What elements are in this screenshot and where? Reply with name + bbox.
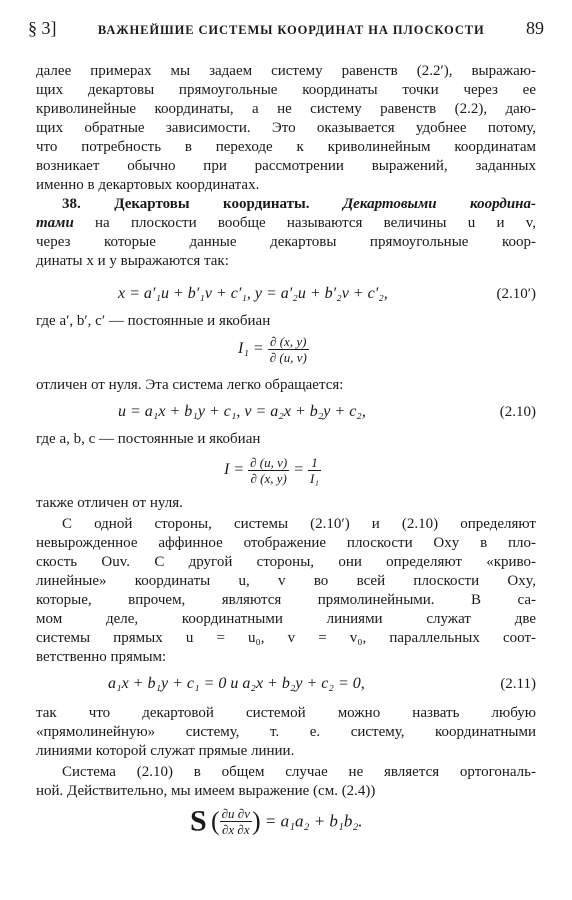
text-line: щих обратные зависимости. Это оказывается удобнее потому, bbox=[36, 120, 536, 136]
text-line bbox=[36, 214, 536, 233]
text-line: невырожденное аффинное отображение плоскости Oxy в пло- bbox=[36, 535, 536, 551]
jacobian-i1 bbox=[238, 334, 309, 365]
text-line: которые, впрочем, являются прямолинейными. В са- bbox=[36, 592, 536, 608]
text-line: что потребность в переходе к криволинейным координатам bbox=[36, 139, 536, 155]
text-line: криволинейные координаты, а не систему равенств (2.2), даю- bbox=[36, 101, 536, 117]
equation-rhs: = a₁a₂ + b₁b₂. bbox=[264, 811, 363, 831]
jacobian-i bbox=[224, 455, 321, 486]
jacobian-lhs: I = bbox=[224, 461, 245, 479]
equation-2-10: u = a₁x + b₁y + c₁, v = a₂x + b₂y + c₂, bbox=[118, 403, 366, 420]
text-line: скость Ouv. С другой стороны, они определяют «криво- bbox=[36, 554, 536, 570]
definition-term-end: тами bbox=[36, 215, 74, 231]
section-heading: 38. Декартовы координаты. bbox=[62, 196, 310, 212]
text-line: ной. Действительно, мы имеем выражение (см. (2.4)) bbox=[36, 783, 376, 799]
page-number: 89 bbox=[526, 18, 544, 38]
text-line: С одной стороны, системы (2.10′) и (2.10) определяют bbox=[62, 516, 536, 532]
equation-2-11: a₁x + b₁y + c₁ = 0 и a₂x + b₂y + c₂ = 0, bbox=[108, 675, 365, 692]
equation-number: (2.10) bbox=[499, 404, 536, 420]
jacobian-fraction bbox=[248, 455, 289, 486]
text-line: где a, b, c — постоянные и якобиан bbox=[36, 431, 261, 447]
close-paren: ) bbox=[251, 806, 261, 836]
fraction-numerator: 1 bbox=[308, 455, 321, 471]
text-line: линейные» координаты u, v во всей плоскости Oxy, bbox=[36, 573, 536, 589]
equation-2-10-prime: x = a′₁u + b′₁v + c′₁, y = a′₂u + b′₂v + c′₂, bbox=[118, 285, 388, 302]
text-line: динаты x и y выражаются так: bbox=[36, 253, 229, 269]
section-heading-line bbox=[62, 195, 536, 214]
open-paren: ( bbox=[210, 806, 220, 836]
fraction-numerator: ∂ (x, y) bbox=[268, 334, 309, 350]
text-line: ветственно прямым: bbox=[36, 649, 167, 665]
jacobian-fraction bbox=[268, 334, 309, 365]
equation-number: (2.10′) bbox=[496, 286, 536, 302]
text-line: мом деле, координатными линиями служат две bbox=[36, 611, 536, 627]
text-line: так что декартовой системой можно назвать любую bbox=[36, 705, 536, 721]
text-line: через которые данные декартовы прямоугольные коор- bbox=[36, 234, 536, 250]
fraction-denominator: ∂ (u, v) bbox=[269, 350, 307, 365]
text-line: именно в декартовых координатах. bbox=[36, 177, 260, 193]
text-line: «прямолинейную» систему, т. е. систему, координатными bbox=[36, 724, 536, 740]
text-line: возникает обычно при рассмотрении выражений, заданных bbox=[36, 158, 536, 174]
fraction-numerator: ∂ (u, v) bbox=[250, 455, 288, 470]
fraction-numerator: ∂u ∂v bbox=[221, 806, 250, 821]
equals-sign: = bbox=[293, 461, 305, 479]
text-line: отличен от нуля. Эта система легко обращается: bbox=[36, 377, 344, 393]
text-line: Система (2.10) в общем случае не является ортогональ- bbox=[62, 764, 536, 780]
fraction-denominator: ∂x ∂x bbox=[221, 822, 250, 837]
derivative-fraction bbox=[220, 806, 252, 837]
text-line: также отличен от нуля. bbox=[36, 495, 183, 511]
text-line: далее примерах мы задаем систему равенств (2.2′), выражаю- bbox=[36, 63, 536, 79]
text-span: на плоскости вообще называются величины u и v, bbox=[95, 215, 536, 231]
text-line: линиями которой служат прямые линии. bbox=[36, 743, 295, 759]
reciprocal-fraction bbox=[308, 455, 321, 486]
equation-number: (2.11) bbox=[500, 676, 536, 692]
text-line: щих декартовы прямоугольные координаты точки через ее bbox=[36, 82, 536, 98]
jacobian-lhs: I₁ = bbox=[238, 340, 264, 358]
running-header bbox=[28, 18, 544, 42]
running-title: ВАЖНЕЙШИЕ СИСТЕМЫ КООРДИНАТ НА ПЛОСКОСТИ bbox=[97, 23, 485, 37]
fraction-denominator: ∂ (x, y) bbox=[250, 471, 287, 486]
definition-term: Декартовыми координа- bbox=[342, 196, 536, 212]
text-line: где a′, b′, c′ — постоянные и якобиан bbox=[36, 313, 271, 329]
section-marker: § 3] bbox=[28, 18, 57, 38]
text-line: системы прямых u = u₀, v = v₀, параллельных соот- bbox=[36, 630, 536, 646]
fraction-denominator: I₁ bbox=[310, 471, 319, 486]
sum-symbol: S bbox=[190, 804, 207, 838]
equation-scalar-product bbox=[190, 806, 363, 837]
